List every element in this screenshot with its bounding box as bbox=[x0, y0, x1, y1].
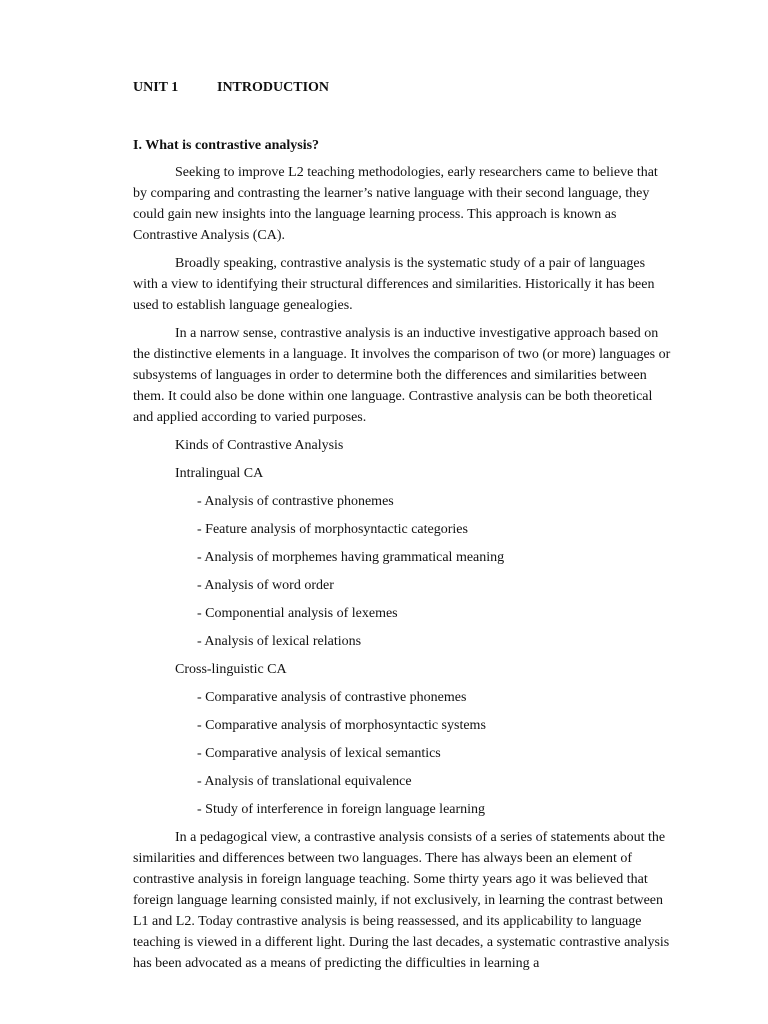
list-item: - Comparative analysis of morphosyntactic systems bbox=[197, 718, 486, 733]
list-item: - Comparative analysis of contrastive phonemes bbox=[197, 690, 467, 705]
list-item: - Study of interference in foreign language learning bbox=[197, 802, 486, 817]
list-item: - Analysis of lexical relations bbox=[197, 634, 362, 649]
unit-heading bbox=[133, 79, 329, 96]
section-heading: I. What is contrastive analysis? bbox=[133, 138, 320, 153]
list-item: - Analysis of contrastive phonemes bbox=[197, 494, 394, 509]
crosslinguistic-label: Cross-linguistic CA bbox=[175, 662, 287, 677]
list-item: - Comparative analysis of lexical semantics bbox=[197, 746, 441, 761]
unit-title: INTRODUCTION bbox=[217, 80, 330, 95]
list-item: - Analysis of morphemes having grammatical meaning bbox=[197, 550, 505, 565]
list-item: - Analysis of word order bbox=[197, 578, 334, 593]
intralingual-label: Intralingual CA bbox=[175, 466, 264, 481]
list-item: - Feature analysis of morphosyntactic categories bbox=[197, 522, 468, 537]
paragraph-narrow-definition: In a narrow sense, contrastive analysis is an inductive investigative approach based on the distinctive elements in a language. It involves the comparison of two (or more) languages or subsystems of languages in order to determine both the differences and similarities between them. It could also be done within one language. Contrastive analysis can be both theoretical and applied according to varied purposes. bbox=[133, 326, 671, 425]
kinds-heading: Kinds of Contrastive Analysis bbox=[175, 438, 344, 453]
paragraph-intro: Seeking to improve L2 teaching methodologies, early researchers came to believe that by comparing and contrasting the learner’s native language with their second language, they could gain new insights into the language learning process. This approach is known as Contrastive Analysis (CA). bbox=[133, 165, 658, 243]
list-item: - Componential analysis of lexemes bbox=[197, 606, 398, 621]
list-item: - Analysis of translational equivalence bbox=[197, 774, 412, 789]
document-body bbox=[133, 135, 671, 981]
paragraph-broad-definition: Broadly speaking, contrastive analysis is the systematic study of a pair of languages with a view to identifying their structural differences and similarities. Historically it has been used to establish language genealogies. bbox=[133, 256, 655, 313]
unit-number: UNIT 1 bbox=[133, 80, 179, 95]
paragraph-pedagogical-view: In a pedagogical view, a contrastive analysis consists of a series of statements about the similarities and differences between two languages. There has always been an element of contrastive analysis in foreign language teaching. Some thirty years ago it was believed that foreign language learning consisted mainly, if not exclusively, in learning the contrast between L1 and L2. Today contrastive analysis is being reassessed, and its applicability to language teaching is viewed in a different light. During the last decades, a systematic contrastive analysis has been advocated as a means of predicting the difficulties in learning a bbox=[133, 830, 670, 971]
